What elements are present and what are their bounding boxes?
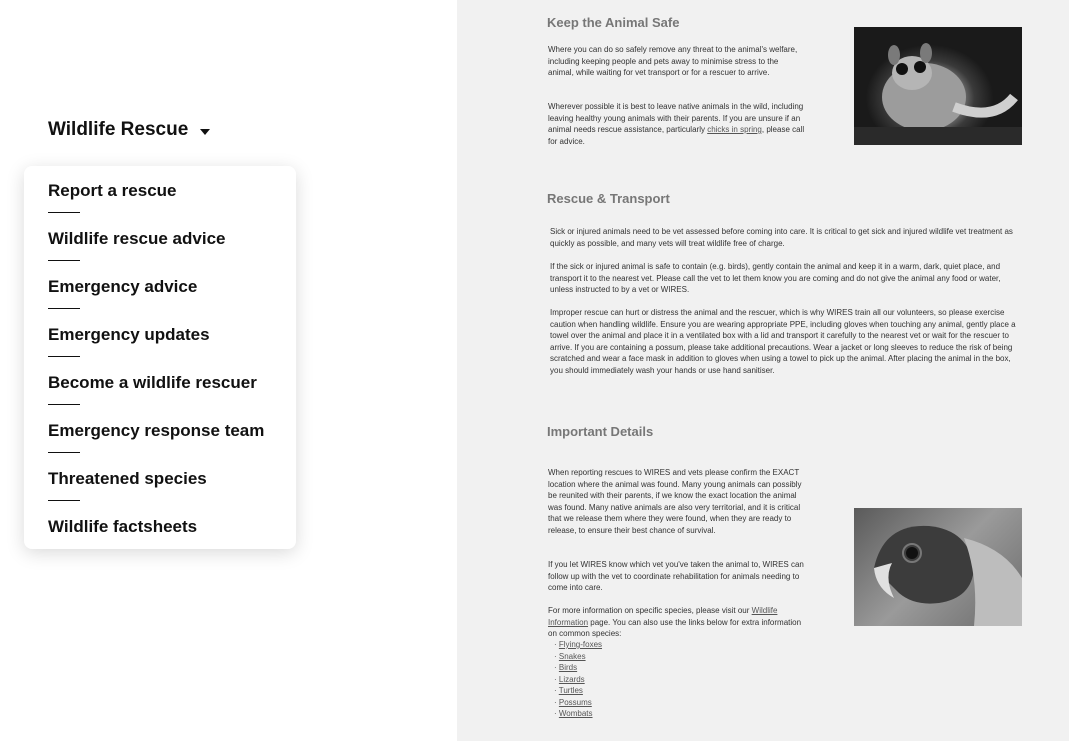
sugar-glider-photo: [854, 27, 1022, 145]
menu-item-wildlife-factsheets: [48, 516, 264, 564]
paragraph: Where you can do so safely remove any threat to the animal's welfare, including keeping people and pets away to minimise stress to the animal, while waiting for vet transport or for a rescuer to arrive.: [548, 45, 798, 77]
menu-link[interactable]: Wildlife factsheets: [48, 517, 198, 536]
paragraph: Improper rescue can hurt or distress the animal and the rescuer, which is why WIRES train all our volunteers, so please exercise caution when handling wildlife. Ensure you are wearing appropriate PPE, including gloves when touching any animal, gently place a towel over the animal and place it in a ventilated box with a lid and transport it carefully to the nearest vet or wait for the rescuer to arrive. If you are containing a possum, please take additional precautions. Wear a jacket or long sleeves to reduce the risk of being scratched and wear a face mask in addition to gloves when using a towel to pick up the animal. After placing the animal in the box, you should immediately wash your hands or use hand sanitiser.: [550, 308, 1016, 375]
paragraph: [548, 101, 806, 147]
menu-item-emergency-advice: [48, 276, 264, 324]
menu-link[interactable]: Threatened species: [48, 469, 207, 488]
paragraph: Sick or injured animals need to be vet assessed before coming into care. It is critical to get sick and injured wildlife vet treatment as quickly as possible, and many vets will treat wildlife free of charge.: [550, 227, 1013, 248]
menu-link[interactable]: Emergency advice: [48, 277, 198, 296]
wildlife-information-link[interactable]: Wildlife Information: [548, 606, 778, 627]
species-list: [554, 639, 602, 720]
list-item: [554, 651, 602, 663]
section-title-rescue-transport: Rescue & Transport: [547, 191, 670, 206]
menu-link[interactable]: Wildlife rescue advice: [48, 229, 226, 248]
paragraph: When reporting rescues to WIRES and vets please confirm the EXACT location where the animal was found. Many young animals can possibly be reunited with their parents, if we know the exact location the animal was found. Many native animals are also very territorial, and it is critical that we release them where they were found, when they are ready to release, to ensure their best chance of survival.: [548, 468, 802, 535]
wildlife-rescue-dropdown: [24, 166, 296, 549]
chevron-down-icon: [200, 129, 210, 135]
paragraph-text: Wherever possible it is best to leave native animals in the wild, including leaving healthy young animals with their parents. If you are unsure if an animal needs rescue assistance, particularly: [548, 102, 804, 134]
menu-link[interactable]: Become a wildlife rescuer: [48, 373, 257, 392]
lorikeet-photo: [854, 508, 1022, 626]
species-link[interactable]: Flying-foxes: [558, 640, 603, 649]
menu-link[interactable]: Emergency response team: [48, 421, 265, 440]
menu-link[interactable]: Report a rescue: [48, 181, 177, 200]
list-item: [554, 708, 602, 720]
wildlife-rescue-menu-trigger[interactable]: [48, 119, 210, 141]
paragraph-text: page. You can also use the links below for extra information on common species:: [548, 617, 802, 638]
paragraph: [548, 605, 806, 640]
divider: [48, 308, 80, 309]
glider-illustration: [854, 27, 1022, 145]
paragraph: If the sick or injured animal is safe to contain (e.g. birds), gently contain the animal and keep it in a warm, dark, quiet place, and transport it to the nearest vet. Please call the vet to let them know you are coming and do not give the animal any food or water, unless instructed to by a vet or WIRES.: [550, 262, 1001, 294]
divider: [48, 212, 80, 213]
species-link[interactable]: Lizards: [558, 674, 585, 684]
paragraph-text: For more information on specific species, please visit our: [548, 606, 752, 615]
list-item: [554, 685, 602, 697]
menu-item-report-a-rescue: [48, 180, 264, 228]
content-panel: [457, 0, 1069, 741]
species-link[interactable]: Possums: [558, 697, 592, 707]
nav-title: Wildlife Rescue: [48, 119, 189, 140]
list-item: [554, 674, 602, 686]
menu-item-emergency-response-team: [48, 420, 264, 468]
paragraph-text: , please call for advice.: [548, 125, 805, 146]
menu-item-emergency-updates: [48, 324, 264, 372]
divider: [48, 452, 80, 453]
species-link[interactable]: Snakes: [558, 651, 586, 661]
species-link[interactable]: Birds: [558, 663, 578, 672]
menu-item-threatened-species: [48, 468, 264, 516]
list-item: [554, 639, 602, 651]
paragraph: If you let WIRES know which vet you've taken the animal to, WIRES can follow up with the vet to coordinate rehabilitation for animals needing to come into care.: [548, 560, 804, 592]
list-item: [554, 662, 602, 674]
divider: [48, 356, 80, 357]
species-link[interactable]: Wombats: [558, 709, 593, 718]
section-title-keep-animal-safe: Keep the Animal Safe: [547, 15, 680, 30]
menu-link[interactable]: Emergency updates: [48, 325, 210, 344]
menu-item-become-a-wildlife-rescuer: [48, 372, 264, 420]
species-link[interactable]: Turtles: [558, 686, 583, 695]
divider: [48, 404, 80, 405]
parrot-illustration: [854, 508, 1022, 626]
list-item: [554, 697, 602, 709]
section-title-important-details: Important Details: [547, 424, 654, 439]
divider: [48, 260, 80, 261]
divider: [48, 500, 80, 501]
chicks-in-spring-link[interactable]: chicks in spring: [707, 125, 762, 134]
menu-item-wildlife-rescue-advice: [48, 228, 264, 276]
